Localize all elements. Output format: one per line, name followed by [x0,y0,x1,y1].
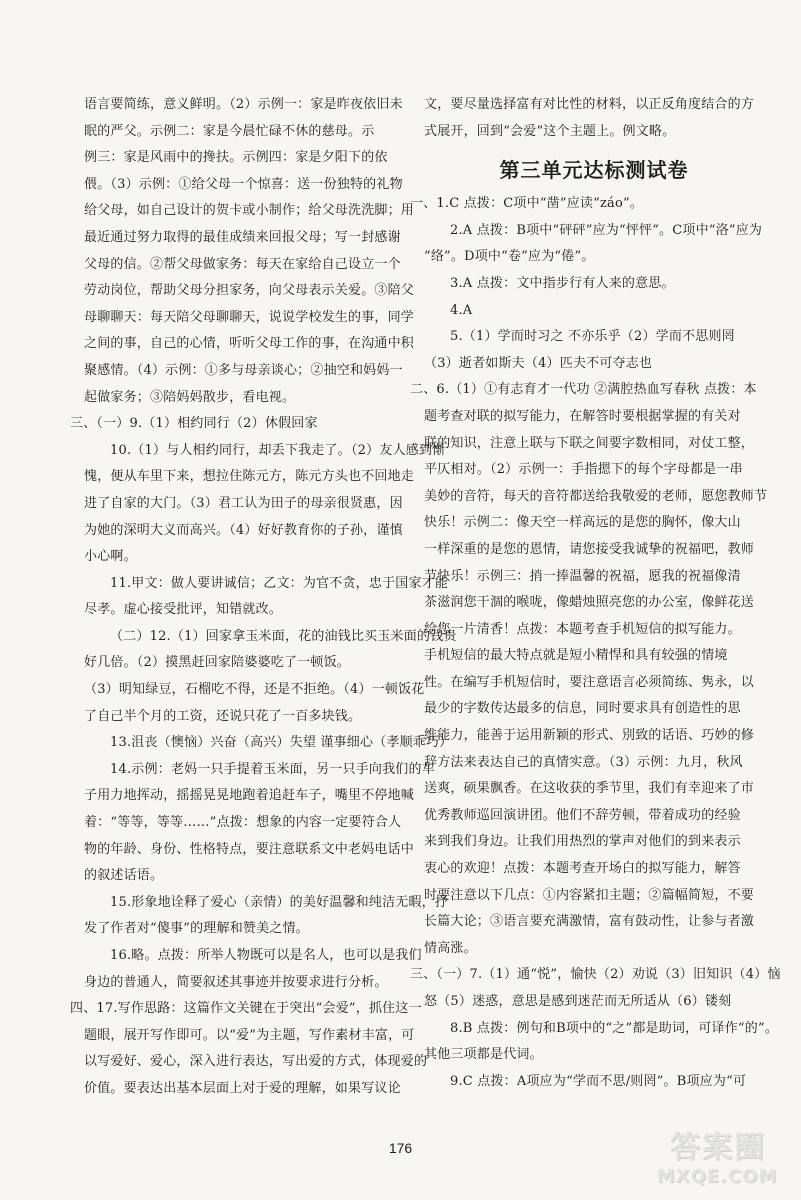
text-line: 给您一片清香！点拨：本题考查手机短信的拟写能力。 [424,621,741,637]
text-line: 9.C 点拨：A项应为“学而不思/则罔”。B项应为“可 [450,1073,747,1089]
text-line: 11.甲文：做人要讲诚信；乙文：为官不贪，忠于国家才能 [110,575,449,591]
text-line: 二、6.（1）①有志育才一代功 ②满腔热血写春秋 点拨：本 [410,382,757,398]
text-line: 眠的严父。示例二：家是今晨忙碌不休的慈母。示 [84,123,375,139]
text-line: 茶滋润您干涸的喉咙，像蜡烛照亮您的办公室，像鲜花送 [424,595,755,611]
text-line: 进了自家的大门。（3）君工认为田子的母亲很贤惠，因 [84,495,403,511]
text-line: 着：“等等，等等……”点拨：想象的内容一定要符合人 [84,815,402,831]
text-line: 题眼，展开写作即可。以“爱”为主题，写作素材丰富，可 [84,1027,415,1043]
text-line: 起做家务；③陪妈妈散步，看电视。 [84,389,296,405]
text-line: 维能力，能善于运用新颖的形式、別致的话语、巧妙的修 [424,728,755,744]
text-line: 物的年龄、身份、性格特点，要注意联系文中老妈电话中 [84,841,415,857]
watermark-url: MXQE.COM [656,1166,778,1187]
text-line: 身边的普通人，简要叙述其事迹并按要求进行分析。 [84,974,388,990]
text-line: 愧，便从车里下来，想拉住陈元方，陈元方头也不回地走 [84,469,415,485]
text-line: 给父母，如自己设计的贺卡或小制作；给父母洗洗脚；用 [84,203,415,219]
text-line: 节快乐！示例三：捎一捧温馨的祝福，愿我的祝福像清 [424,568,741,584]
text-line: 10.（1）与人相约同行，却丢下我走了。（2）友人感到惭 [110,442,446,458]
text-line: 三、（一）7.（1）通“悦”，愉快（2）劝说（3）旧知识（4）恼 [410,967,781,983]
text-line: “络”。D项中“卷”应为“倦”。 [424,249,595,265]
text-line: 三、（一）9.（1）相约同行（2）休假回家 [70,416,318,432]
text-line: （二）12.（1）回家拿玉米面，花的油钱比买玉米面的钱贵 [110,628,457,644]
text-line: 一样深重的是您的恩情，请您接受我诚挚的祝福吧，教师 [424,541,755,557]
text-line: 题考查对联的拟写能力，在解答时要根据掌握的有关对 [424,408,741,424]
text-line: 送爽，硕果飘香。在这收获的季节里，我们有幸迎来了市 [424,781,755,797]
text-line: 快乐！示例二：像天空一样高远的是您的胸怀，像大山 [424,515,741,531]
text-line: 例三：家是风雨中的搀扶。示例四：家是夕阳下的依 [84,150,388,166]
text-line: 劳动岗位，帮助父母分担家务，向父母表示关爱。③陪父 [84,283,415,299]
text-line: 好几倍。（2）摸黑赶回家陪婆婆吃了一顿饭。 [84,655,350,671]
text-line: 5.（1）学而时习之 不亦乐乎（2）学而不思则罔 [450,329,735,345]
text-line: 最少的字数传达最多的信息，同时要求具有创造性的思 [424,701,741,717]
text-line: 为她的深明大义而高兴。（4）好好教育你的子孙，谨慎 [84,522,403,538]
text-line: 尽孝。虚心接受批评，知错就改。 [84,602,283,618]
text-line: 四、17.写作思路：这篇作文关键在于突出“会爱”，抓住这一 [70,1001,422,1017]
text-line: 13.沮丧（懊恼）兴奋（高兴）失望 谨事细心（孝顺乖巧） [110,735,453,751]
text-line: 15.形象地诠释了爱心（亲情）的美好温馨和纯洁无暇，抒 [110,894,449,910]
watermark-text: 答案圈 [670,1130,766,1165]
text-line: 以写爱好、爱心，深入进行表达，写出爱的方式，体现爱的 [84,1054,428,1070]
text-line: （3）逝者如斯夫（4）匹夫不可夺志也 [424,355,653,371]
text-line: 其他三项都是代词。 [424,1047,543,1063]
text-line: 16.略。点拨：所举人物既可以是名人，也可以是我们 [110,948,422,963]
text-line: 一、1.C 点拨：C项中“凿”应读“záo”。 [410,196,644,212]
text-line: 美妙的音符，每天的音符都送给我敬爱的老师，愿您教师节 [424,488,768,504]
text-line: 偎。（3）示例：①给父母一个惊喜：送一份独特的礼物 [84,176,403,192]
text-line: 14.示例：老妈一只手提着玉米面，另一只手向我们的车 [110,761,435,777]
text-line: （3）明知绿豆，石榴吃不得，还是不拒绝。（4）一顿饭花 [84,682,425,698]
text-line: 4.A [450,302,473,318]
text-line: 聚感情。（4）示例：①多与母亲谈心；②抽空和妈妈一 [84,362,403,378]
page-number: 176 [388,1140,413,1156]
text-line: 子用力地挥动，摇摇晃晃地跑着追赶车子，嘴里不停地喊 [84,788,415,804]
text-line: 性。在编写手机短信时，要注意语言必须简练、隽永，以 [424,674,755,690]
text-line: 式展开，回到“会爱”这个主题上。例文略。 [424,123,676,139]
text-line: 了自己半个月的工资，还说只花了一百多块钱。 [84,708,362,724]
text-line: 之间的事，自己的心情，听听父母工作的事，在沟通中积 [84,336,415,352]
text-line: 语言要简练，意义鲜明。（2）示例一：家是昨夜依旧未 [84,97,403,112]
text-line: 8.B 点拨：例句和B项中的“之”都是助词，可译作“的”。 [450,1020,779,1036]
text-line: 小心啊。 [84,549,137,565]
text-line: 手机短信的最大特点就是短小精悍和具有较强的情境 [424,648,728,664]
text-line: 2.A 点拨：B项中“砰砰”应为“怦怦”。C项中“洛”应为 [450,222,763,238]
right-column [410,92,781,1095]
text-line: 长篇大论；③语言要充满激情，富有鼓动性，让参与者激 [424,914,755,930]
text-line: 优秀教师巡回演讲团。他们不辞劳顿，带着成功的经验 [424,807,741,823]
text-line: 发了作者对“傻事”的理解和赞美之情。 [84,921,309,937]
text-line: 最近通过努力取得的最佳成绩来回报父母；写一封感谢 [84,229,401,245]
text-line: 联的知识，注意上联与下联之间要字数相同，对仗工整， [424,435,755,451]
text-line: 母聊聊天：每天陪父母聊聊天，说说学校发生的事，同学 [84,309,415,325]
text-line: 衷心的欢迎！点拨：本题考查开场白的拟写能力，解答 [424,861,741,877]
section-title: 第三单元达标测试卷 [499,158,689,183]
watermark-logo [647,1122,787,1192]
text-line: 父母的信。②帮父母做家务：每天在家给自己设立一个 [84,256,401,272]
text-line: 价值。要表达出基本层面上对于爱的理解，如果写议论 [84,1080,401,1096]
text-line: 的叙述话语。 [84,868,164,884]
text-line: 辞方法来表达自己的真情实意。（3）示例：九月，秋风 [424,754,743,770]
text-line: 时要注意以下几点：①内容紧扣主题；②篇幅简短，不要 [424,887,755,903]
text-line: 怒（5）迷惑，意思是感到迷茫而无所适从（6）镂刻 [424,994,732,1009]
text-line: 平仄相对。（2）示例一：手指摁下的每个字母都是一串 [424,462,743,478]
text-line: 3.A 点拨：文中指步行有人来的意思。 [450,275,675,291]
text-line: 情高涨。 [424,940,477,956]
text-line: 文，要尽量选择富有对比性的材料，以正反角度结合的方 [424,97,755,112]
text-line: 来到我们身边。让我们用热烈的掌声对他们的到来表示 [424,834,741,850]
